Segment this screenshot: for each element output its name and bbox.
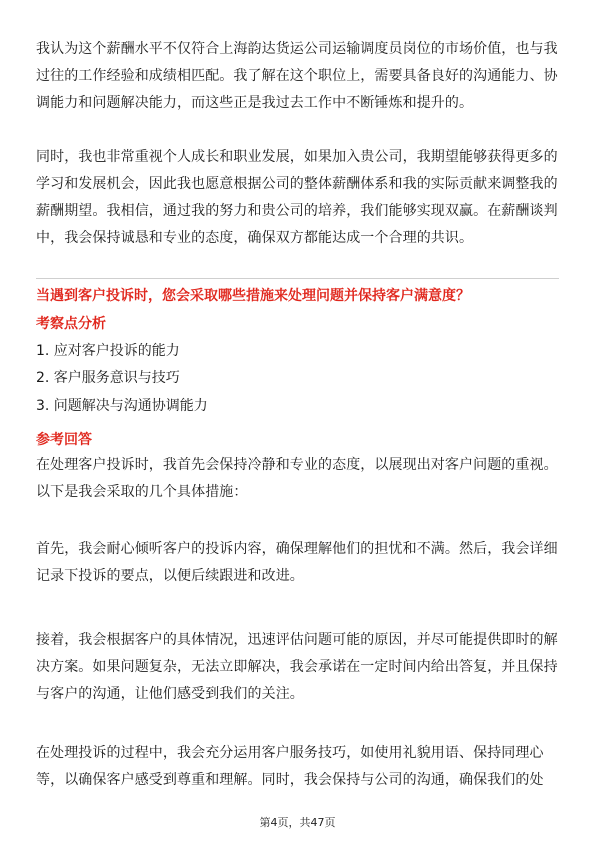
answer-heading: 参考回答: [36, 432, 92, 448]
analysis-item: 3. 问题解决与沟通协调能力: [36, 398, 208, 414]
analysis-heading: 考察点分析: [36, 316, 106, 332]
interview-question: 当遇到客户投诉时，您会采取哪些措施来处理问题并保持客户满意度？: [36, 288, 470, 304]
paragraph-salary-match: 我认为这个薪酬水平不仅符合上海韵达货运公司运输调度员岗位的市场价值，也与我过往的工作经验和成绩相匹配。我了解在这个职位上，需要具备良好的沟通能力、协调能力和问题解决能力，而这些正是我过去工作中不断锤炼和提升的。: [36, 41, 558, 111]
section-divider: [36, 278, 559, 279]
answer-paragraph-intro: 在处理客户投诉时，我首先会保持冷静和专业的态度，以展现出对客户问题的重视。以下是我会采取的几个具体措施：: [36, 457, 558, 500]
answer-paragraph-listen: 首先，我会耐心倾听客户的投诉内容，确保理解他们的担忧和不满。然后，我会详细记录下投诉的要点，以便后续跟进和改进。: [36, 541, 558, 584]
analysis-item: 2. 客户服务意识与技巧: [36, 370, 180, 386]
answer-paragraph-solution: 接着，我会根据客户的具体情况，迅速评估问题可能的原因，并尽可能提供即时的解决方案。如果问题复杂，无法立即解决，我会承诺在一定时间内给出答复，并且保持与客户的沟通，让他们感受到我们的关注。: [36, 632, 558, 702]
page-number: 第4页，共47页: [259, 816, 336, 829]
analysis-item: 1. 应对客户投诉的能力: [36, 343, 180, 359]
document-page: [36, 0, 559, 842]
answer-paragraph-service-skills: 在处理投诉的过程中，我会充分运用客户服务技巧，如使用礼貌用语、保持同理心等，以确保客户感受到尊重和理解。同时，我会保持与公司的沟通，确保我们的处: [36, 745, 544, 788]
paragraph-growth-expectation: 同时，我也非常重视个人成长和职业发展，如果加入贵公司，我期望能够获得更多的学习和发展机会，因此我也愿意根据公司的整体薪酬体系和我的实际贡献来调整我的薪酬期望。我相信，通过我的努力和贵公司的培养，我们能够实现双赢。在薪酬谈判中，我会保持诚恳和专业的态度，确保双方都能达成一个合理的共识。: [36, 149, 558, 246]
